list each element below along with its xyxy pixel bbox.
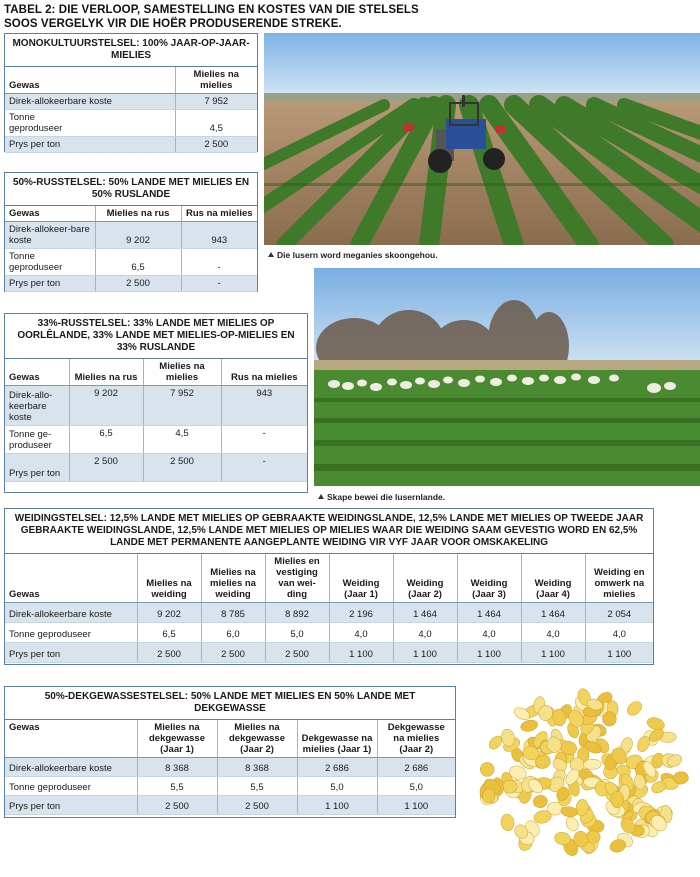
table-cell: 9 202 [137,603,201,623]
column-header: Mielies na dekgewasse (Jaar 2) [217,720,297,758]
table-cell: 7 952 [143,386,221,426]
column-header: Rus na mielies [221,359,307,386]
table-50-rus [4,172,258,292]
column-header: Mielies na mielies [175,67,257,94]
table-cell: 943 [181,222,257,249]
column-header: Rus na mielies [181,206,257,222]
sheep-caption [318,492,445,502]
table-cell: 2 500 [95,276,181,292]
row-label: Prys per ton [5,796,137,815]
table-cell: 2 196 [329,603,393,623]
table-cell: - [181,249,257,276]
table-cell: - [221,426,307,454]
table-cell: - [181,276,257,292]
table-cell: 1 100 [329,643,393,663]
table-cell: 1 100 [585,643,653,663]
table-cell: 6,5 [137,623,201,643]
table-cell: 1 100 [393,643,457,663]
table-cell: 2 500 [265,643,329,663]
maize-kernel [482,788,495,803]
table-cell: 2 500 [175,137,257,153]
table-title: WEIDINGSTELSEL: 12,5% LANDE MET MIELIES OP GEBRAAKTE WEIDINGSLANDE, 12,5% LANDE MET MIELIES OP TWEEDE JAAR GEBRAAKTE WEIDINGSLANDE, 12,5% LANDE MET MIELIES OP MIELIES WAAR DIE WEIDING SAAM GEVESTIG WORD EN 62,5% LANDE MET PERMANENTE AANGEPLANTE WEIDING VIR VYF JAAR VOOR OMSKAKELING [5,509,653,554]
maize-kernel [520,719,539,733]
row-label: Direk-allokeer-bare koste [5,222,95,249]
maize-kernel [611,791,624,808]
table-cell: 9 202 [69,386,143,426]
table-cell: 5,0 [377,777,455,796]
sheep-caption-text: Skape bewei die lusernlande. [327,492,446,502]
table-cell: 4,0 [329,623,393,643]
column-header-gewas: Gewas [5,554,137,603]
column-header: Mielies na weiding [137,554,201,603]
maize-kernel [533,794,549,808]
table-cell: 4,0 [457,623,521,643]
row-label: Tonne geproduseer [5,777,137,796]
table-cell: 2 054 [585,603,653,623]
table-cell: 2 500 [137,796,217,815]
column-header: Weiding (Jaar 2) [393,554,457,603]
table-cell: 1 100 [377,796,455,815]
row-label: Prys per ton [5,643,137,663]
table-cell: 9 202 [95,222,181,249]
maize-kernels-photo [468,676,696,872]
table-cell: 2 500 [137,643,201,663]
maize-kernel [673,771,689,784]
column-header: Weiding (Jaar 3) [457,554,521,603]
table-cell: 5,0 [297,777,377,796]
table-title: MONOKULTUURSTELSEL: 100% JAAR-OP-JAAR-MIELIES [5,34,257,67]
table-cell: 8 892 [265,603,329,623]
table-cell: 8 368 [217,758,297,777]
table-cell: 6,5 [95,249,181,276]
table-cell: 4,5 [143,426,221,454]
row-label: Prys per ton [5,454,69,482]
table-cell: 4,0 [393,623,457,643]
table-cell: 5,0 [265,623,329,643]
table-cell: - [221,454,307,482]
column-header: Weiding (Jaar 4) [521,554,585,603]
table-title: 33%-RUSSTELSEL: 33% LANDE MET MIELIES OP OORLÊLANDE, 33% LANDE MET MIELIES-OP-MIELIES EN 33% RUSLANDE [5,314,307,359]
row-label: Direk-allokeerbare koste [5,758,137,777]
maize-kernel [625,699,645,718]
tractor-field-photo [264,33,700,245]
page-title: TABEL 2: DIE VERLOOP, SAMESTELLING EN KOSTES VAN DIE STELSELS SOOS VERGELYK VIR DIE HOËR PRODUSERENDE STREKE. [4,4,419,30]
table-cell: 2 500 [69,454,143,482]
table-title: 50%-DEKGEWASSESTELSEL: 50% LANDE MET MIELIES EN 50% LANDE MET DEKGEWASSE [5,687,455,720]
table-cell: 2 686 [377,758,455,777]
column-header: Dekgewasse na mielies (Jaar 2) [377,720,455,758]
table-cell: 7 952 [175,94,257,110]
table-cell: 1 464 [393,603,457,623]
row-label: Direk-allokeerbare koste [5,94,175,110]
table-cell: 4,0 [521,623,585,643]
column-header: Mielies na mielies na weiding [201,554,265,603]
column-header: Mielies na dekgewasse (Jaar 1) [137,720,217,758]
maize-kernel [478,760,497,779]
table-cell: 4,0 [585,623,653,643]
table-weiding [4,508,654,665]
maize-kernel [564,815,581,833]
column-header-gewas: Gewas [5,206,95,222]
table-cell: 2 500 [217,796,297,815]
table-cell: 2 500 [201,643,265,663]
row-label [5,110,175,137]
column-header: Dekgewasse na mielies (Jaar 1) [297,720,377,758]
row-label: Prys per ton [5,276,95,292]
table-cell: 4,5 [175,110,257,137]
maize-kernel [583,759,601,770]
table-33-rus [4,313,308,493]
table-cell: 5,5 [137,777,217,796]
table-cell: 2 686 [297,758,377,777]
row-label-text: Tonne geproduseer [9,112,63,134]
sheep-field-photo [314,268,700,486]
table-cell: 8 785 [201,603,265,623]
table-cell: 1 100 [297,796,377,815]
column-header-gewas: Gewas [5,720,137,758]
column-header-gewas: Gewas [5,67,175,94]
table-monokultuur [4,33,258,152]
table-dekgewasse [4,686,456,818]
table-cell: 1 100 [521,643,585,663]
row-label: Tonne ge-produseer [5,426,69,454]
table-cell: 943 [221,386,307,426]
table-title: 50%-RUSSTELSEL: 50% LANDE MET MIELIES EN 50% RUSLANDE [5,173,257,206]
table-cell: 1 100 [457,643,521,663]
row-label: Direk-allokeerbare koste [5,603,137,623]
maize-kernel [500,813,515,831]
table-cell: 1 464 [457,603,521,623]
table-cell: 2 500 [143,454,221,482]
table-cell: 6,5 [69,426,143,454]
column-header: Mielies na mielies [143,359,221,386]
column-header: Mielies en vestiging van wei-ding [265,554,329,603]
column-header: Weiding (Jaar 1) [329,554,393,603]
caption-triangle-icon [268,252,274,257]
table-cell: 8 368 [137,758,217,777]
tractor-caption [268,250,438,260]
row-label: Tonne geproduseer [5,249,95,276]
row-label: Direk-allo-keerbare koste [5,386,69,426]
column-header: Mielies na rus [95,206,181,222]
column-header-gewas: Gewas [5,359,69,386]
row-label: Prys per ton [5,137,175,153]
table-cell: 6,0 [201,623,265,643]
column-header: Mielies na rus [69,359,143,386]
table-cell: 1 464 [521,603,585,623]
table-cell: 5,5 [217,777,297,796]
caption-triangle-icon [318,494,324,499]
column-header: Weiding en omwerk na mielies [585,554,653,603]
tractor-caption-text: Die lusern word meganies skoongehou. [277,250,438,260]
row-label: Tonne geproduseer [5,623,137,643]
